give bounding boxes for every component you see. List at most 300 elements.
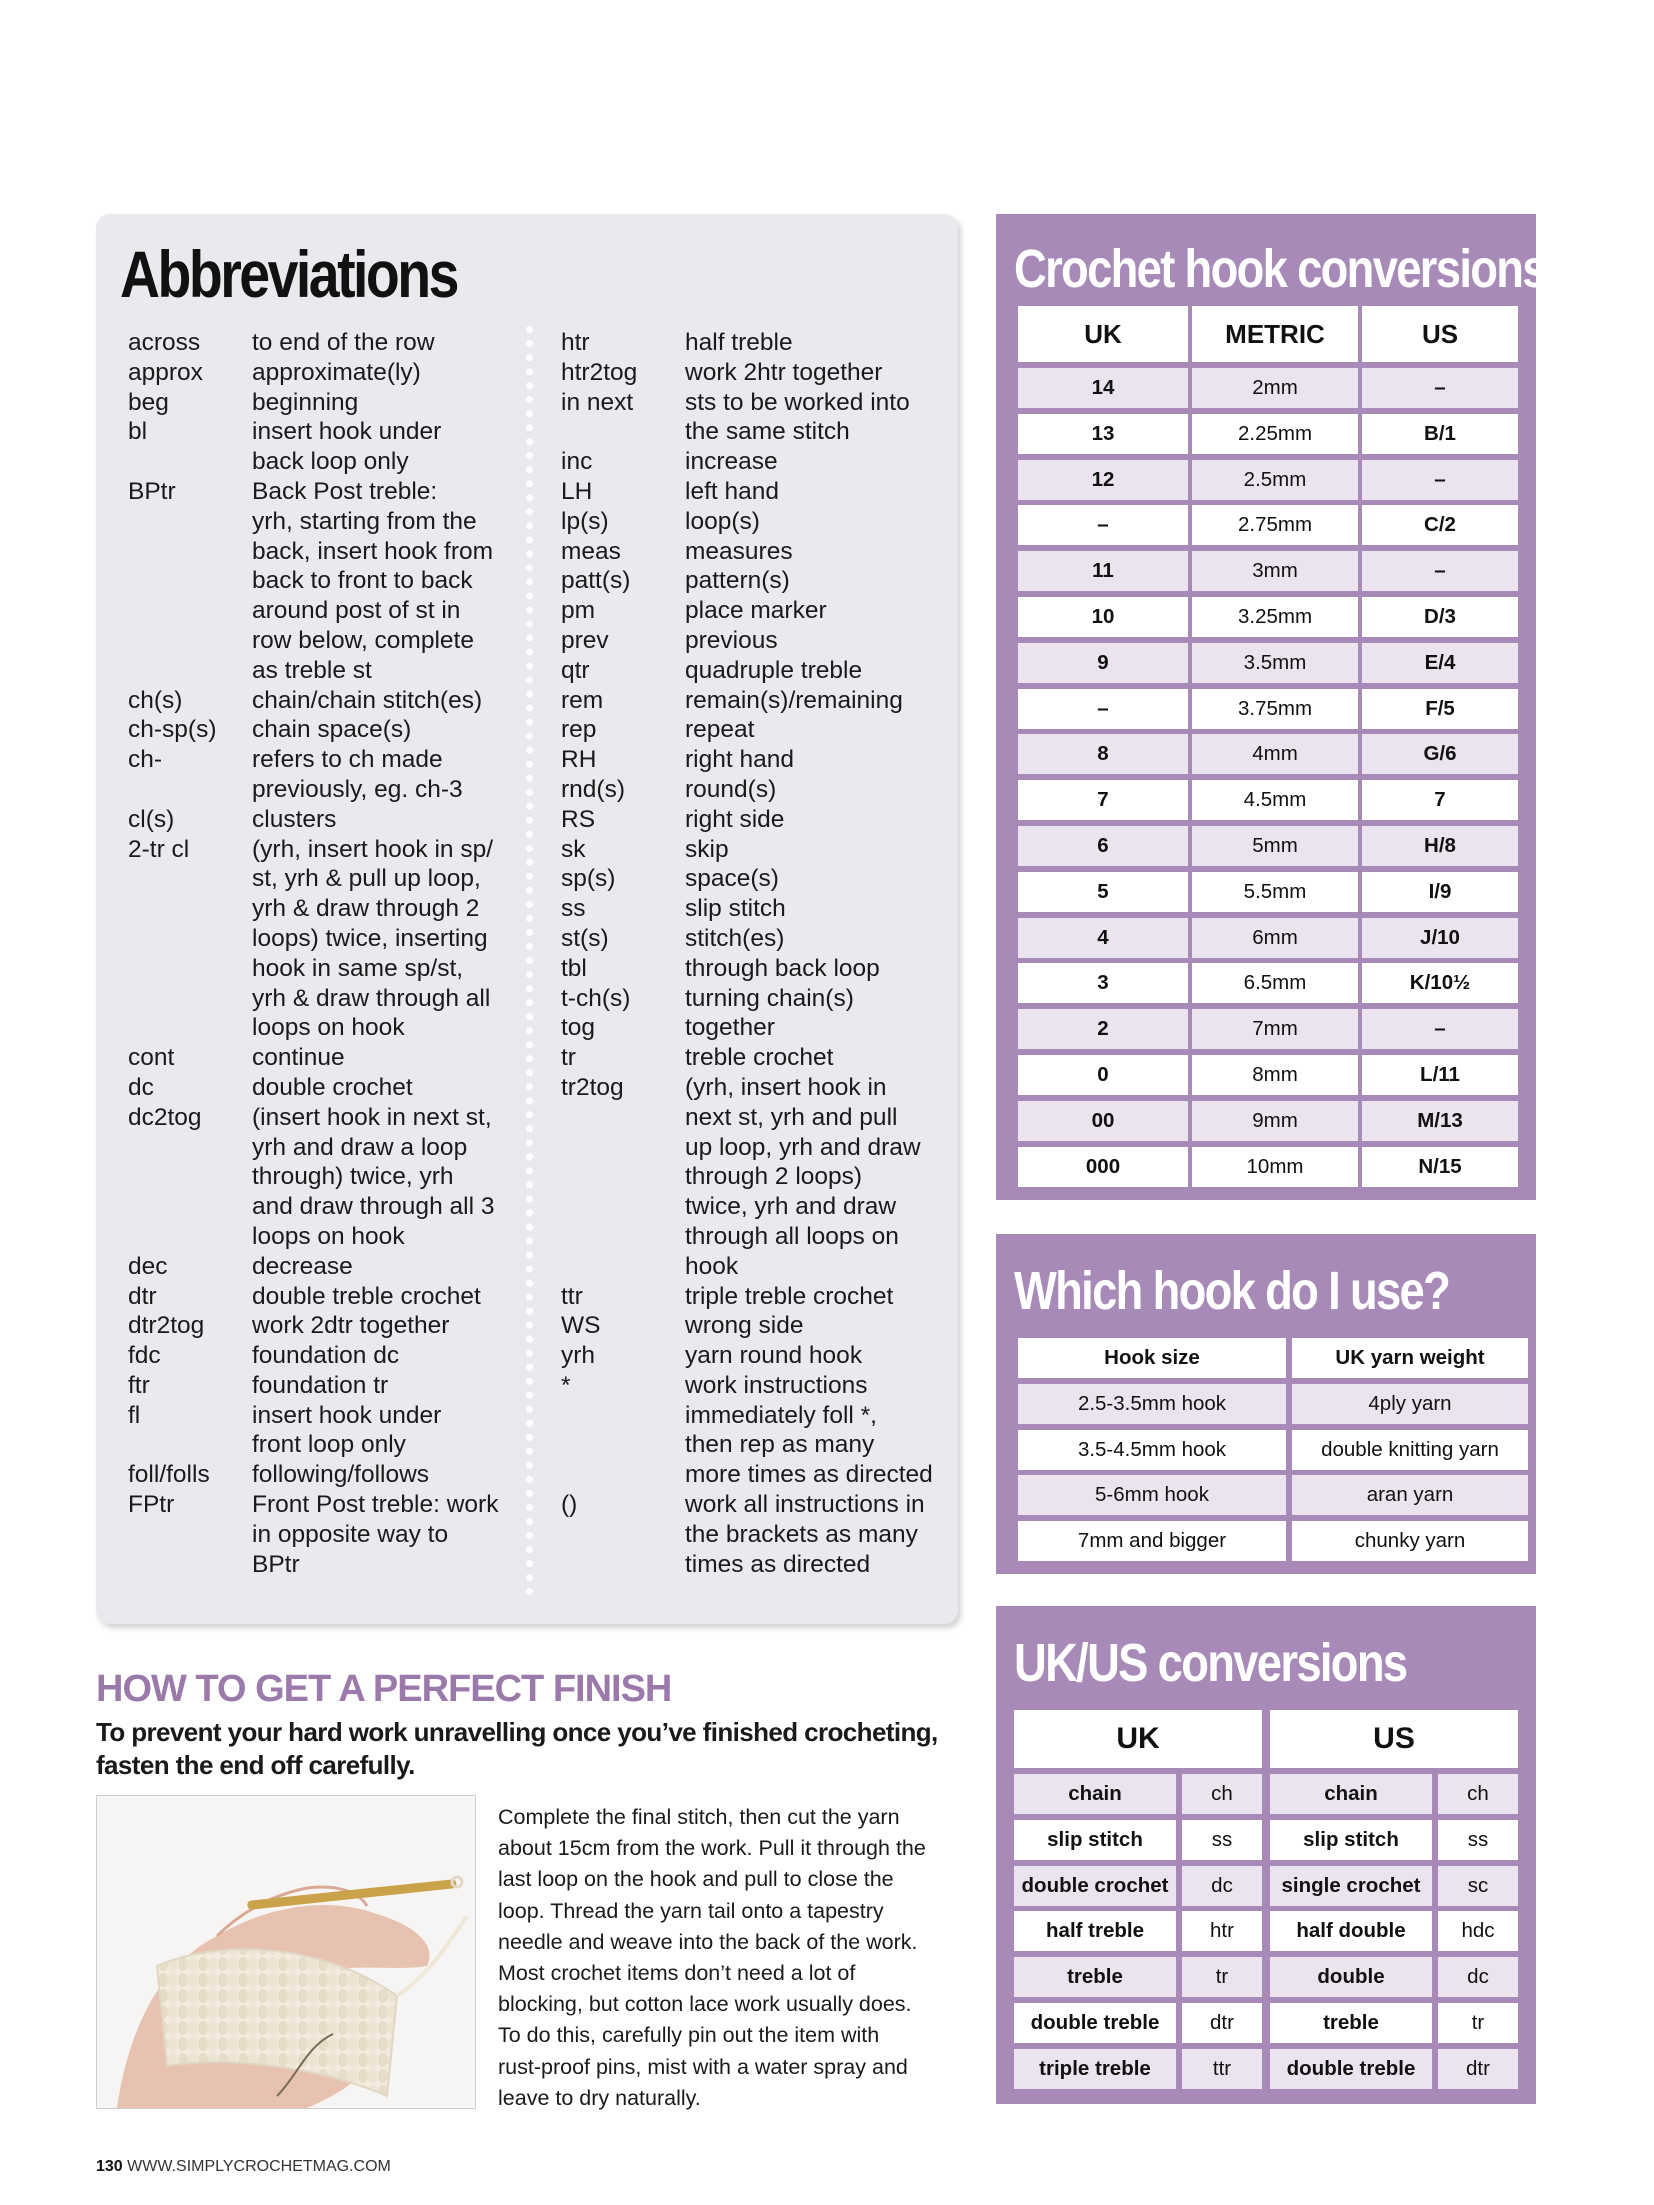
abbreviation-entry bbox=[561, 537, 961, 567]
definition-line: the brackets as many bbox=[685, 1520, 918, 1548]
abbreviation-entry bbox=[561, 805, 961, 835]
abbreviation-entry bbox=[561, 1013, 961, 1043]
definition-line: clusters bbox=[252, 805, 337, 833]
abbreviation-entry bbox=[561, 686, 961, 716]
crochet-photo-illustration bbox=[97, 1796, 475, 2108]
abbreviation-term: cl(s) bbox=[128, 805, 175, 833]
abbreviation-entry bbox=[128, 328, 528, 358]
definition-line: double crochet bbox=[252, 1073, 413, 1101]
definition-line: remain(s)/remaining bbox=[685, 686, 903, 714]
ukus-cell: double treble bbox=[1014, 2003, 1176, 2043]
body-line: needle and weave into the back of the work. bbox=[498, 1929, 918, 1954]
definition-line: (yrh, insert hook in bbox=[685, 1073, 887, 1101]
hook-table-cell: E/4 bbox=[1362, 643, 1518, 683]
ukus-cell: single crochet bbox=[1270, 1866, 1432, 1906]
hook-table-cell: 0 bbox=[1018, 1055, 1188, 1095]
abbreviation-term: bl bbox=[128, 418, 148, 446]
abbreviation-entry bbox=[561, 328, 961, 358]
abbreviation-term: in next bbox=[561, 388, 634, 416]
abbreviation-definition bbox=[685, 864, 961, 894]
definition-line: (yrh, insert hook in sp/ bbox=[252, 835, 494, 863]
hook-table-cell: – bbox=[1362, 368, 1518, 408]
ukus-cell: ss bbox=[1438, 1820, 1518, 1860]
abbreviation-definition bbox=[685, 805, 961, 835]
body-line: To do this, carefully pin out the item with bbox=[498, 2023, 880, 2048]
abbreviation-term: dc bbox=[128, 1073, 154, 1101]
abbreviation-definition bbox=[685, 388, 961, 448]
abbreviation-definition bbox=[252, 328, 528, 358]
definition-line: yrh & draw through all bbox=[252, 984, 491, 1012]
definition-line: Back Post treble: bbox=[252, 477, 438, 505]
hook-table-cell: K/10½ bbox=[1362, 963, 1518, 1003]
hook-table-header: METRIC bbox=[1192, 306, 1358, 362]
definition-line: back, insert hook from bbox=[252, 537, 494, 565]
hook-table-cell: 10mm bbox=[1192, 1147, 1358, 1187]
crochet-hand-photo bbox=[96, 1795, 476, 2109]
ukus-cell: tr bbox=[1438, 2003, 1518, 2043]
definition-line: half treble bbox=[685, 329, 793, 356]
ukus-cell: slip stitch bbox=[1270, 1820, 1432, 1860]
hook-table-cell: 7mm bbox=[1192, 1009, 1358, 1049]
definition-line: increase bbox=[685, 448, 778, 476]
abbreviation-term: ftr bbox=[128, 1371, 150, 1399]
abbreviation-entry bbox=[561, 447, 961, 477]
definition-line: front loop only bbox=[252, 1431, 406, 1459]
ukus-cell: double treble bbox=[1270, 2049, 1432, 2089]
abbreviation-definition bbox=[252, 745, 528, 805]
abbreviation-definition bbox=[252, 1401, 528, 1461]
definition-line: through all loops on bbox=[685, 1222, 899, 1250]
abbreviation-definition bbox=[685, 835, 961, 865]
abbreviation-term: dtr bbox=[128, 1282, 157, 1310]
dotted-divider bbox=[526, 326, 533, 1596]
abbreviation-definition bbox=[685, 566, 961, 596]
hook-table-cell: 2.5mm bbox=[1192, 460, 1358, 500]
abbreviation-term: tog bbox=[561, 1014, 596, 1042]
hook-conversions-title: Crochet hook conversions bbox=[1014, 239, 1546, 299]
ukus-cell: slip stitch bbox=[1014, 1820, 1176, 1860]
ukus-cell: dtr bbox=[1438, 2049, 1518, 2089]
abbreviation-entry bbox=[561, 1371, 961, 1490]
page-number: 130 bbox=[96, 2158, 123, 2175]
abbreviation-entry bbox=[128, 1073, 528, 1103]
subtitle-line: fasten the end off carefully. bbox=[96, 1750, 415, 1780]
which-hook-title: Which hook do I use? bbox=[1014, 1261, 1450, 1321]
abbreviation-entry bbox=[561, 358, 961, 388]
which-hook-cell: chunky yarn bbox=[1292, 1521, 1528, 1561]
abbreviation-term: prev bbox=[561, 626, 609, 654]
abbreviation-definition bbox=[685, 954, 961, 984]
definition-line: chain space(s) bbox=[252, 716, 412, 744]
hook-table-cell: D/3 bbox=[1362, 597, 1518, 637]
definition-line: yrh and draw a loop bbox=[252, 1133, 468, 1161]
abbreviation-term: BPtr bbox=[128, 477, 176, 505]
abbreviation-definition bbox=[685, 447, 961, 477]
hook-table-cell: 7 bbox=[1018, 780, 1188, 820]
which-hook-cell: aran yarn bbox=[1292, 1475, 1528, 1515]
abbreviation-definition bbox=[252, 1282, 528, 1312]
definition-line: sts to be worked into bbox=[685, 388, 910, 416]
definition-line: through back loop bbox=[685, 954, 880, 982]
ukus-cell: ch bbox=[1438, 1774, 1518, 1814]
hook-table-cell: 2.25mm bbox=[1192, 414, 1358, 454]
definition-line: hook in same sp/st, bbox=[252, 954, 464, 982]
abbreviation-term: across bbox=[128, 329, 201, 356]
hook-table-cell: – bbox=[1018, 505, 1188, 545]
ukus-cell: chain bbox=[1270, 1774, 1432, 1814]
definition-line: immediately foll *, bbox=[685, 1401, 877, 1429]
ukus-cell: double bbox=[1270, 1957, 1432, 1997]
hook-table-cell: 3mm bbox=[1192, 551, 1358, 591]
definition-line: approximate(ly) bbox=[252, 358, 421, 386]
abbreviation-term: foll/folls bbox=[128, 1461, 210, 1489]
ukus-cell: dc bbox=[1182, 1866, 1262, 1906]
abbreviations-panel bbox=[96, 214, 958, 1624]
definition-line: together bbox=[685, 1014, 775, 1042]
hook-table-header: US bbox=[1362, 306, 1518, 362]
hook-table-cell: 6 bbox=[1018, 826, 1188, 866]
ukus-header-uk: UK bbox=[1014, 1710, 1262, 1768]
abbreviation-definition bbox=[685, 596, 961, 626]
abbreviation-entry bbox=[128, 1371, 528, 1401]
ukus-cell: sc bbox=[1438, 1866, 1518, 1906]
abbreviation-term: approx bbox=[128, 358, 203, 386]
subtitle-line: To prevent your hard work unravelling once you’ve finished crocheting, bbox=[96, 1717, 938, 1747]
definition-line: wrong side bbox=[685, 1312, 804, 1340]
definition-line: place marker bbox=[685, 597, 827, 625]
abbreviation-entry bbox=[128, 1401, 528, 1461]
abbreviation-entry bbox=[128, 686, 528, 716]
hook-table-cell: 5 bbox=[1018, 872, 1188, 912]
abbreviation-entry bbox=[128, 417, 528, 477]
hook-table-cell: 6mm bbox=[1192, 918, 1358, 958]
abbreviation-term: yrh bbox=[561, 1342, 596, 1370]
abbreviation-term: tr bbox=[561, 1044, 576, 1072]
abbreviation-definition bbox=[252, 358, 528, 388]
abbreviation-term: ch- bbox=[128, 746, 163, 774]
abbreviation-definition bbox=[252, 805, 528, 835]
abbreviation-definition bbox=[685, 626, 961, 656]
hook-table-header: UK bbox=[1018, 306, 1188, 362]
abbreviation-entry bbox=[561, 715, 961, 745]
definition-line: loops on hook bbox=[252, 1222, 405, 1250]
ukus-cell: half treble bbox=[1014, 1911, 1176, 1951]
hook-table-cell: C/2 bbox=[1362, 505, 1518, 545]
abbreviation-entry bbox=[128, 715, 528, 745]
definition-line: and draw through all 3 bbox=[252, 1193, 495, 1221]
abbreviation-term: meas bbox=[561, 537, 621, 565]
abbreviation-entry bbox=[561, 1282, 961, 1312]
abbreviation-term: ch-sp(s) bbox=[128, 716, 217, 744]
definition-line: previously, eg. ch-3 bbox=[252, 775, 463, 803]
hook-table-cell: F/5 bbox=[1362, 689, 1518, 729]
abbreviation-definition bbox=[685, 984, 961, 1014]
body-line: last loop on the hook and pull to close the bbox=[498, 1867, 894, 1892]
which-hook-cell: 5-6mm hook bbox=[1018, 1475, 1286, 1515]
definition-line: work all instructions in bbox=[685, 1491, 925, 1519]
abbreviation-term: () bbox=[561, 1491, 578, 1519]
abbreviation-term: lp(s) bbox=[561, 507, 609, 535]
abbreviation-definition bbox=[252, 1460, 528, 1490]
abbreviation-term: dc2tog bbox=[128, 1103, 202, 1131]
ukus-cell: treble bbox=[1270, 2003, 1432, 2043]
abbreviation-term: ss bbox=[561, 895, 586, 923]
abbreviation-entry bbox=[561, 1073, 961, 1282]
definition-line: right hand bbox=[685, 746, 794, 774]
definition-line: loops on hook bbox=[252, 1014, 405, 1042]
ukus-cell: chain bbox=[1014, 1774, 1176, 1814]
perfect-finish-subtitle bbox=[96, 1716, 976, 1782]
hook-table-cell: 2.75mm bbox=[1192, 505, 1358, 545]
definition-line: slip stitch bbox=[685, 895, 786, 923]
abbreviation-entry bbox=[128, 477, 528, 686]
definition-line: BPtr bbox=[252, 1550, 300, 1578]
abbreviation-entry bbox=[561, 864, 961, 894]
abbreviation-entry bbox=[128, 1490, 528, 1579]
abbreviation-definition bbox=[252, 1311, 528, 1341]
hook-table-cell: – bbox=[1362, 1009, 1518, 1049]
abbreviation-definition bbox=[685, 507, 961, 537]
hook-table-cell: 12 bbox=[1018, 460, 1188, 500]
definition-line: left hand bbox=[685, 477, 779, 505]
abbreviation-definition bbox=[685, 358, 961, 388]
hook-table-cell: 10 bbox=[1018, 597, 1188, 637]
body-line: loop. Thread the yarn tail onto a tapestry bbox=[498, 1898, 884, 1923]
abbreviation-definition bbox=[685, 1341, 961, 1371]
ukus-cell: treble bbox=[1014, 1957, 1176, 1997]
abbreviation-entry bbox=[128, 1282, 528, 1312]
definition-line: repeat bbox=[685, 716, 755, 744]
abbreviation-definition bbox=[685, 1311, 961, 1341]
definition-line: work 2dtr together bbox=[252, 1312, 450, 1340]
hook-table-cell: 4 bbox=[1018, 918, 1188, 958]
abbreviation-entry bbox=[561, 1311, 961, 1341]
definition-line: st, yrh & pull up loop, bbox=[252, 865, 481, 893]
abbreviation-term: fl bbox=[128, 1401, 141, 1429]
abbreviation-term: tbl bbox=[561, 954, 587, 982]
hook-table-cell: 14 bbox=[1018, 368, 1188, 408]
abbreviation-definition bbox=[252, 1490, 528, 1579]
abbreviation-definition bbox=[252, 1103, 528, 1252]
abbreviation-entry bbox=[561, 1341, 961, 1371]
abbreviation-entry bbox=[128, 358, 528, 388]
definition-line: the same stitch bbox=[685, 418, 850, 446]
abbreviation-entry bbox=[128, 835, 528, 1044]
abbreviation-definition bbox=[252, 1371, 528, 1401]
hook-table-cell: 3 bbox=[1018, 963, 1188, 1003]
hook-table-cell: 3.5mm bbox=[1192, 643, 1358, 683]
body-line: Complete the final stitch, then cut the yarn bbox=[498, 1805, 900, 1829]
body-line: blocking, but cotton lace work usually does. bbox=[498, 1992, 912, 2017]
ukus-cell: ttr bbox=[1182, 2049, 1262, 2089]
abbreviation-term: beg bbox=[128, 388, 169, 416]
definition-line: space(s) bbox=[685, 865, 779, 893]
which-hook-box bbox=[996, 1234, 1536, 1574]
definition-line: previous bbox=[685, 626, 778, 654]
abbreviation-definition bbox=[685, 686, 961, 716]
definition-line: around post of st in bbox=[252, 597, 461, 625]
abbreviation-term: rep bbox=[561, 716, 597, 744]
definition-line: work 2htr together bbox=[685, 358, 883, 386]
hook-table-cell: 9mm bbox=[1192, 1101, 1358, 1141]
abbreviation-definition bbox=[685, 1043, 961, 1073]
abbreviation-definition bbox=[685, 775, 961, 805]
abbreviation-entry bbox=[128, 1341, 528, 1371]
abbreviation-term: ch(s) bbox=[128, 686, 183, 714]
perfect-finish-body bbox=[498, 1802, 968, 2114]
ukus-conversions-title: UK/US conversions bbox=[1014, 1633, 1407, 1693]
abbreviation-entry bbox=[561, 477, 961, 507]
abbreviation-entry bbox=[561, 835, 961, 865]
abbreviation-definition bbox=[252, 1073, 528, 1103]
abbreviation-entry bbox=[561, 566, 961, 596]
definition-line: triple treble crochet bbox=[685, 1282, 894, 1310]
abbreviation-definition bbox=[685, 477, 961, 507]
abbreviation-entry bbox=[561, 775, 961, 805]
abbreviation-entry bbox=[561, 656, 961, 686]
abbreviation-entry bbox=[128, 388, 528, 418]
body-line: about 15cm from the work. Pull it through the bbox=[498, 1836, 926, 1861]
definition-line: insert hook under bbox=[252, 418, 442, 446]
abbreviation-term: tr2tog bbox=[561, 1073, 624, 1101]
abbreviation-entry bbox=[128, 1103, 528, 1252]
ukus-conversions-box bbox=[996, 1606, 1536, 2104]
hook-table-cell: 2mm bbox=[1192, 368, 1358, 408]
hook-table-cell: – bbox=[1362, 551, 1518, 591]
abbreviation-term: pm bbox=[561, 597, 596, 625]
perfect-finish-title: HOW TO GET A PERFECT FINISH bbox=[96, 1668, 672, 1710]
abbreviation-term: RH bbox=[561, 746, 597, 774]
abbreviation-definition bbox=[685, 1073, 961, 1282]
abbreviation-definition bbox=[685, 537, 961, 567]
abbreviation-definition bbox=[252, 1341, 528, 1371]
abbreviation-definition bbox=[252, 388, 528, 418]
ukus-cell: hdc bbox=[1438, 1911, 1518, 1951]
definition-line: stitch(es) bbox=[685, 924, 785, 952]
abbreviation-definition bbox=[252, 686, 528, 716]
hook-table-cell: 5.5mm bbox=[1192, 872, 1358, 912]
hook-table-cell: 7 bbox=[1362, 780, 1518, 820]
abbreviation-definition bbox=[685, 745, 961, 775]
definition-line: loops) twice, inserting bbox=[252, 924, 488, 952]
ukus-header-us: US bbox=[1270, 1710, 1518, 1768]
definition-line: refers to ch made bbox=[252, 746, 443, 774]
hook-conversions-box bbox=[996, 214, 1546, 1200]
ukus-cell: ss bbox=[1182, 1820, 1262, 1860]
abbreviation-definition bbox=[252, 417, 528, 477]
ukus-cell: triple treble bbox=[1014, 2049, 1176, 2089]
definition-line: pattern(s) bbox=[685, 567, 790, 595]
abbreviation-entry bbox=[561, 388, 961, 448]
definition-line: to end of the row bbox=[252, 329, 435, 356]
abbreviation-entry bbox=[561, 894, 961, 924]
abbreviation-definition bbox=[685, 1490, 961, 1579]
abbreviation-entry bbox=[561, 626, 961, 656]
definition-line: then rep as many bbox=[685, 1431, 875, 1459]
abbreviation-term: sk bbox=[561, 835, 586, 863]
definition-line: more times as directed bbox=[685, 1461, 933, 1489]
hook-table-cell: M/13 bbox=[1362, 1101, 1518, 1141]
definition-line: row below, complete bbox=[252, 626, 474, 654]
hook-table-cell: – bbox=[1362, 460, 1518, 500]
definition-line: as treble st bbox=[252, 656, 372, 684]
abbreviation-term: * bbox=[561, 1371, 571, 1399]
abbreviation-entry bbox=[128, 1311, 528, 1341]
definition-line: next st, yrh and pull bbox=[685, 1103, 898, 1131]
body-line: rust-proof pins, mist with a water spray and bbox=[498, 2054, 908, 2079]
abbreviation-definition bbox=[252, 835, 528, 1044]
definition-line: yrh, starting from the bbox=[252, 507, 477, 535]
abbreviation-term: st(s) bbox=[561, 924, 609, 952]
definition-line: turning chain(s) bbox=[685, 984, 854, 1012]
which-hook-header: UK yarn weight bbox=[1292, 1338, 1528, 1378]
abbreviations-left-column bbox=[128, 328, 528, 1579]
abbreviation-definition bbox=[252, 1043, 528, 1073]
abbreviation-definition bbox=[685, 1013, 961, 1043]
body-line: Most crochet items don’t need a lot of bbox=[498, 1961, 856, 1986]
definition-line: foundation dc bbox=[252, 1342, 400, 1370]
definition-line: skip bbox=[685, 835, 729, 863]
abbreviation-definition bbox=[685, 715, 961, 745]
abbreviation-term: qtr bbox=[561, 656, 590, 684]
hook-table-cell: B/1 bbox=[1362, 414, 1518, 454]
hook-table-cell: N/15 bbox=[1362, 1147, 1518, 1187]
hook-table-cell: 11 bbox=[1018, 551, 1188, 591]
which-hook-header: Hook size bbox=[1018, 1338, 1286, 1378]
abbreviation-term: fdc bbox=[128, 1342, 161, 1370]
definition-line: times as directed bbox=[685, 1550, 871, 1578]
definition-line: round(s) bbox=[685, 775, 777, 803]
abbreviation-definition bbox=[685, 328, 961, 358]
definition-line: Front Post treble: work bbox=[252, 1491, 499, 1519]
abbreviation-definition bbox=[685, 656, 961, 686]
hook-table-cell: 8 bbox=[1018, 734, 1188, 774]
definition-line: back to front to back bbox=[252, 567, 473, 595]
abbreviation-entry bbox=[128, 1460, 528, 1490]
hook-table-cell: L/11 bbox=[1362, 1055, 1518, 1095]
abbreviation-term: cont bbox=[128, 1044, 175, 1072]
ukus-cell: half double bbox=[1270, 1911, 1432, 1951]
ukus-cell: ch bbox=[1182, 1774, 1262, 1814]
abbreviation-entry bbox=[561, 1043, 961, 1073]
abbreviation-definition bbox=[685, 924, 961, 954]
definition-line: foundation tr bbox=[252, 1371, 389, 1399]
definition-line: loop(s) bbox=[685, 507, 760, 535]
which-hook-cell: 2.5-3.5mm hook bbox=[1018, 1384, 1286, 1424]
abbreviation-definition bbox=[252, 715, 528, 745]
hook-table-cell: 3.25mm bbox=[1192, 597, 1358, 637]
hook-table-cell: J/10 bbox=[1362, 918, 1518, 958]
definition-line: beginning bbox=[252, 388, 359, 416]
hook-table-cell: I/9 bbox=[1362, 872, 1518, 912]
definition-line: chain/chain stitch(es) bbox=[252, 686, 483, 714]
definition-line: insert hook under bbox=[252, 1401, 442, 1429]
which-hook-cell: 4ply yarn bbox=[1292, 1384, 1528, 1424]
abbreviation-term: RS bbox=[561, 805, 596, 833]
abbreviation-term: htr2tog bbox=[561, 358, 638, 386]
definition-line: hook bbox=[685, 1252, 739, 1280]
abbreviation-definition bbox=[252, 1252, 528, 1282]
abbreviation-term: rem bbox=[561, 686, 604, 714]
hook-table-cell: 4.5mm bbox=[1192, 780, 1358, 820]
abbreviation-term: 2-tr cl bbox=[128, 835, 190, 863]
which-hook-cell: 3.5-4.5mm hook bbox=[1018, 1430, 1286, 1470]
hook-table-cell: 5mm bbox=[1192, 826, 1358, 866]
abbreviation-term: dtr2tog bbox=[128, 1312, 205, 1340]
definition-line: following/follows bbox=[252, 1461, 430, 1489]
definition-line: up loop, yrh and draw bbox=[685, 1133, 921, 1161]
definition-line: (insert hook in next st, bbox=[252, 1103, 492, 1131]
